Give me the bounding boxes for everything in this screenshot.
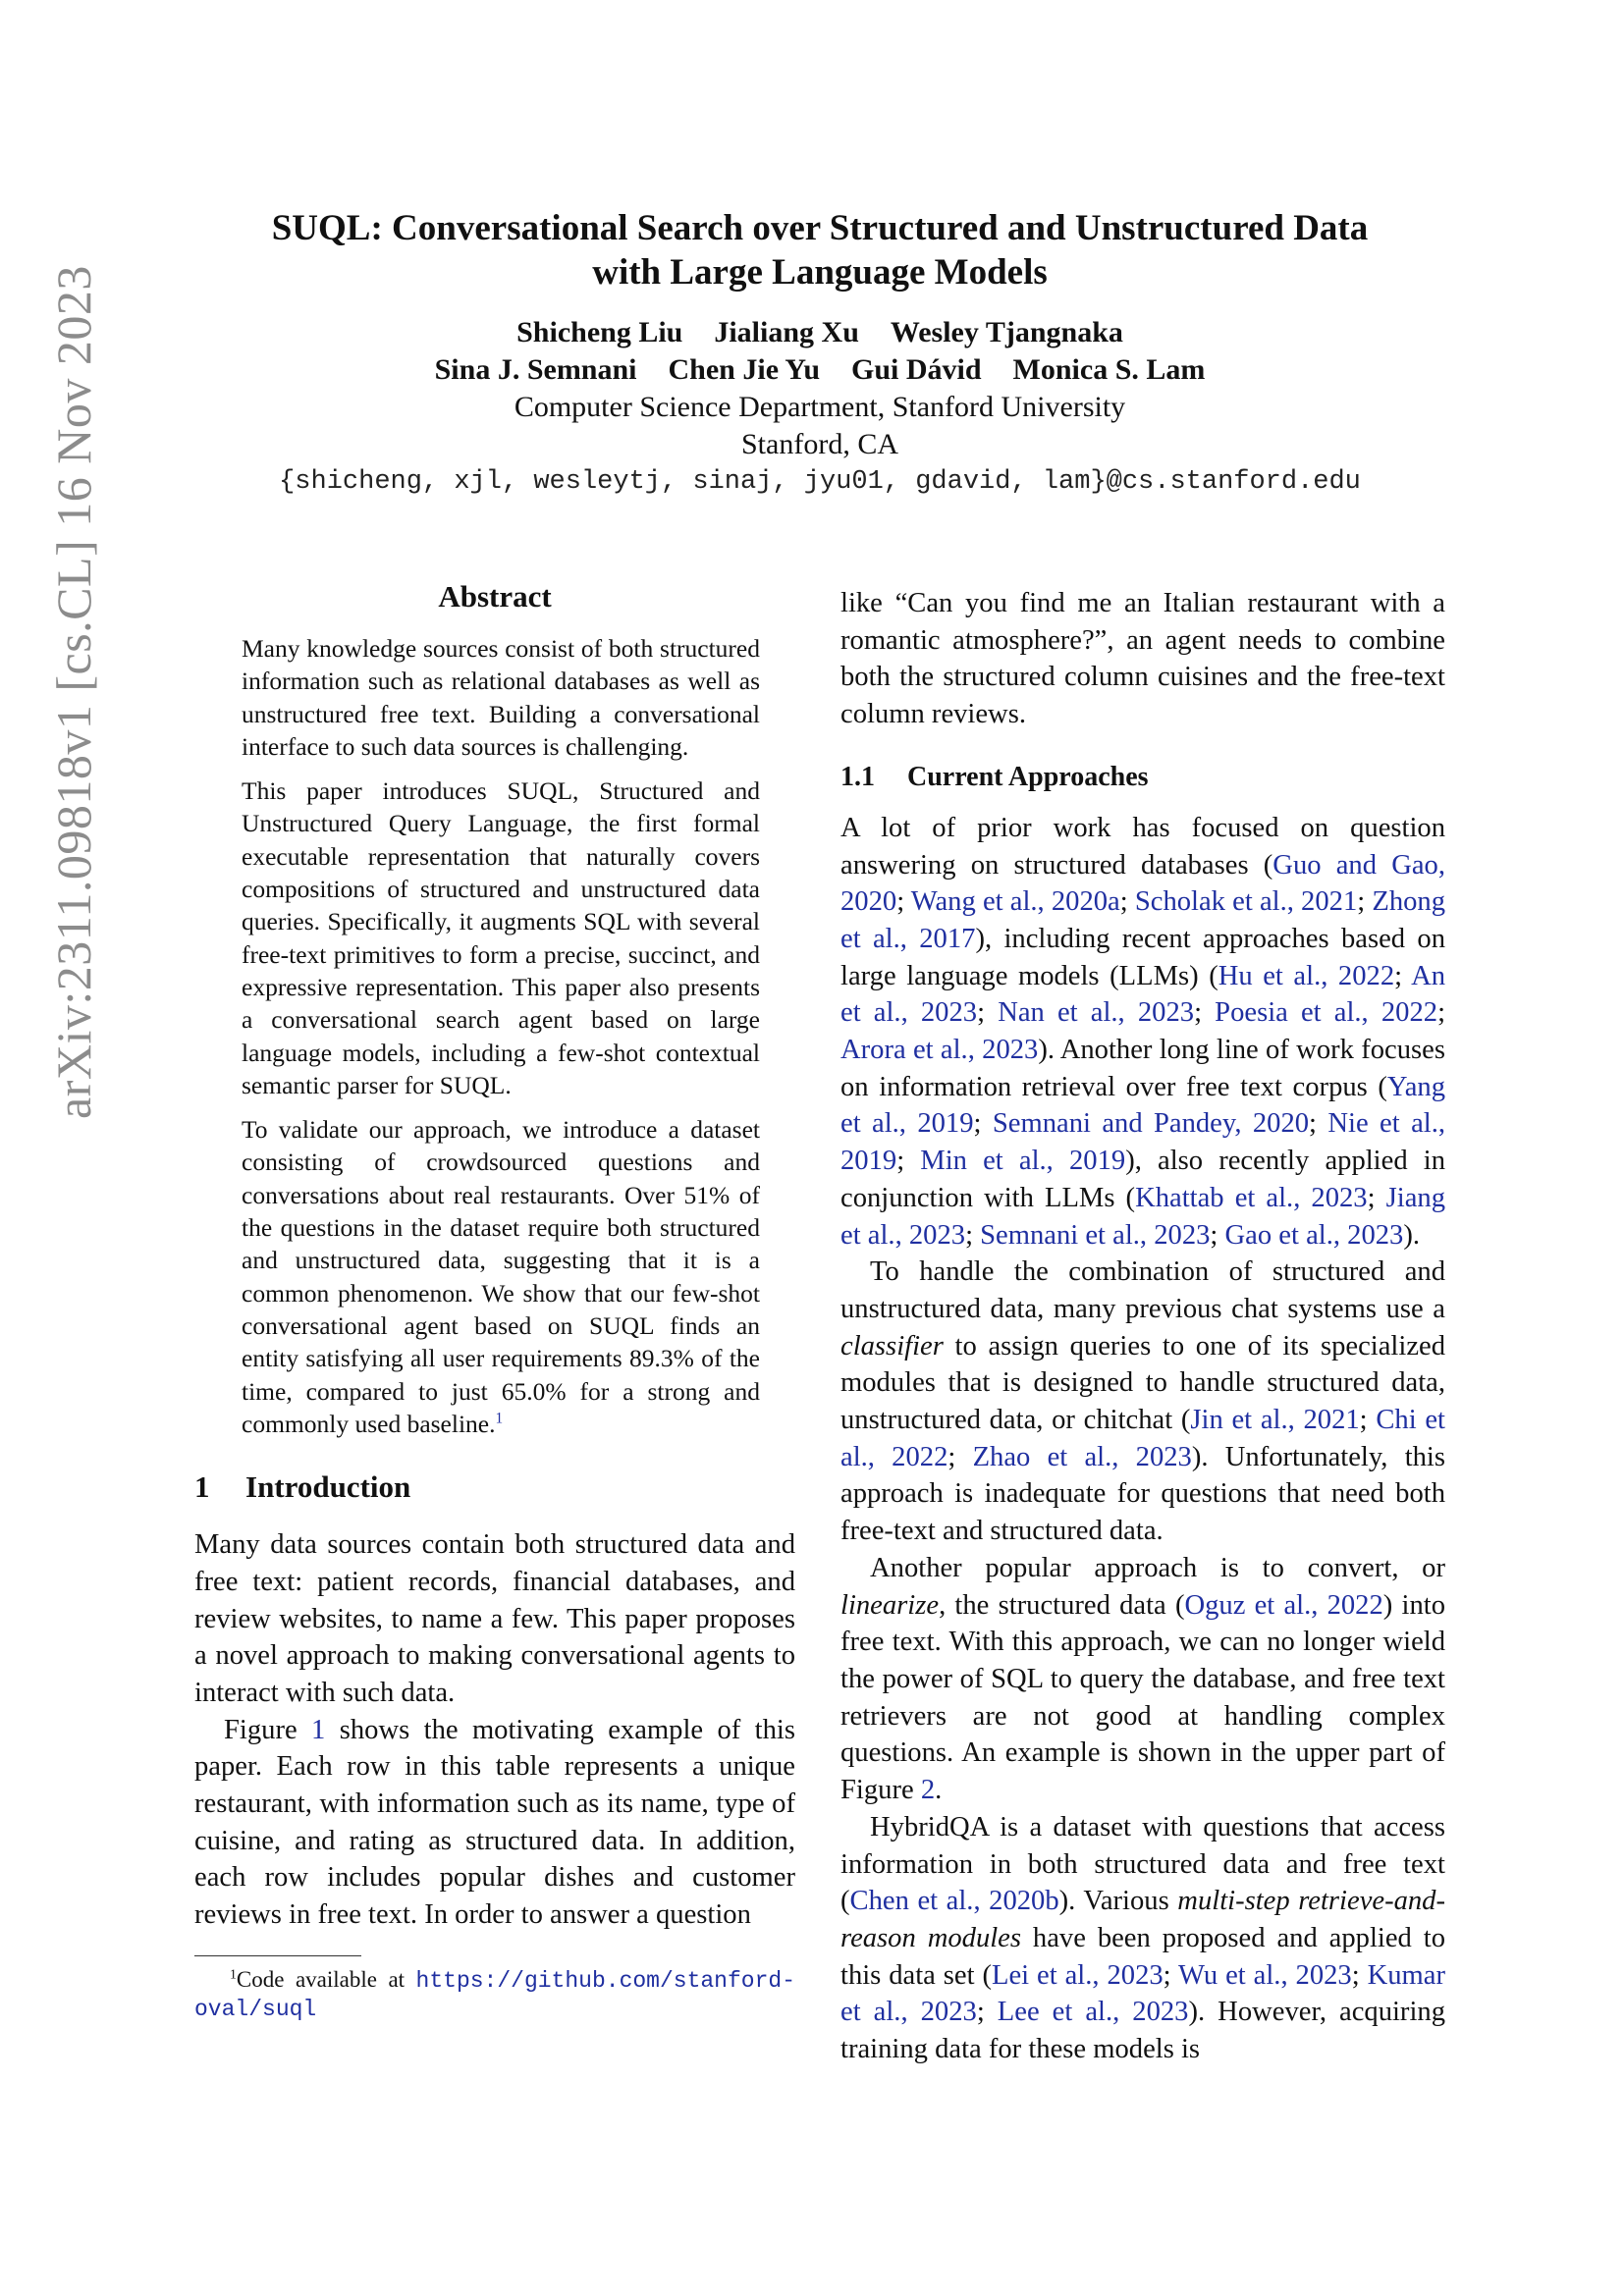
citation-link[interactable]: Hu et al., 2022 (1218, 960, 1395, 991)
repository-link[interactable]: https://github.com/stanford-oval/suql (194, 1967, 795, 2022)
text-run: . (935, 1775, 943, 1806)
arxiv-identifier-stamp: arXiv:2311.09818v1 [cs.CL] 16 Nov 2023 (46, 265, 101, 1119)
text-run: ; (1367, 1182, 1386, 1213)
author-name: Wesley Tjangnaka (890, 316, 1123, 348)
footnote-divider (194, 1955, 361, 1956)
text-run: Another popular approach is to convert, or (870, 1552, 1445, 1583)
citation-link[interactable]: Oguz et al., 2022 (1184, 1589, 1383, 1621)
text-run: ). Various (1058, 1886, 1178, 1917)
citation-link[interactable]: Kumar et al., 2023 (840, 1959, 1445, 2028)
citation-link[interactable]: Guo and Gao, 2020 (840, 849, 1445, 918)
citation-link[interactable]: Khattab et al., 2023 (1135, 1182, 1368, 1213)
citation-link[interactable]: Semnani et al., 2023 (980, 1219, 1211, 1251)
text-run: Figure (224, 1714, 312, 1745)
author-name: Chen Jie Yu (668, 353, 820, 386)
citation-link[interactable]: Chen et al., 2020b (849, 1886, 1059, 1917)
citation-link[interactable]: Nan et al., 2023 (998, 997, 1195, 1029)
text-run: ; (1359, 1405, 1377, 1436)
citation-link[interactable]: Semnani and Pandey, 2020 (992, 1108, 1310, 1140)
citation-link[interactable]: Lei et al., 2023 (992, 1959, 1164, 1991)
text-run: ; (896, 1146, 921, 1177)
citation-link[interactable]: Wu et al., 2023 (1178, 1959, 1352, 1991)
citation-link[interactable]: Chi et al., 2022 (840, 1405, 1446, 1472)
author-row-2 (147, 351, 1492, 389)
text-run: ; (947, 1441, 973, 1472)
citation-link[interactable]: 2 (920, 1775, 936, 1806)
citation-link[interactable]: An et al., 2023 (840, 960, 1446, 1029)
text-run: ; (976, 1997, 998, 2028)
author-name: Shicheng Liu (516, 316, 683, 348)
body-paragraph (840, 1550, 1445, 1809)
text-run: ; (1119, 886, 1135, 918)
text-run: ; (973, 1108, 993, 1140)
abstract-body (194, 632, 795, 1440)
text-run: ; (977, 997, 999, 1029)
citation-link[interactable]: Wang et al., 2020a (910, 886, 1120, 918)
abstract-heading: Abstract (438, 579, 552, 614)
subsection-number: 1.1 (840, 761, 875, 792)
text-run: ; (1163, 1959, 1179, 1991)
citation-link[interactable]: Zhong et al., 2017 (840, 886, 1446, 954)
citation-link[interactable]: Nie et al., 2019 (840, 1108, 1446, 1177)
citation-link[interactable]: Zhao et al., 2023 (972, 1441, 1192, 1472)
abstract-text: To validate our approach, we introduce a dataset consisting of crowdsourced questions and conversations about real restaurants. Over 51% of the questions in the dataset require both structured and unstructured data, suggesting that it is a common phenomenon. We show that our few-shot conversational agent based on SUQL finds an entity satisfying all user requirements 89.3% of the time, compared to just 65.0% for a strong and commonly used baseline. (242, 1115, 760, 1438)
citation-link[interactable]: Jiang et al., 2023 (840, 1182, 1445, 1251)
body-paragraph (840, 1809, 1445, 2068)
text-run: ) into free text. With this approach, we can no longer wield the power of SQL to query the database, and free text retrievers are not good at handling complex questions. An example is shown in the upper part of Figure (840, 1589, 1445, 1806)
section-number: 1 (194, 1469, 210, 1505)
footnote-marker[interactable]: 1 (495, 1410, 504, 1427)
text-run: ). Another long line of work focuses on information retrieval over free text corpus ( (840, 1035, 1445, 1102)
subsection-title: Current Approaches (907, 761, 1149, 792)
text-run: ). However, acquiring training data for these models is (840, 1997, 1445, 2065)
text-run: ). Unfortunately, this approach is inadequate for questions that need both free-text and structured data. (840, 1441, 1446, 1547)
section-title: Introduction (245, 1469, 411, 1505)
author-name: Jialiang Xu (714, 316, 859, 348)
citation-link[interactable]: Poesia et al., 2022 (1215, 997, 1438, 1029)
citation-link[interactable]: Scholak et al., 2021 (1134, 886, 1358, 918)
text-run: ; (1309, 1108, 1328, 1140)
body-paragraph: Many data sources contain both structured data and free text: patient records, financial databases, and review websites, to name a few. This paper proposes a novel approach to making conversational agents to interact with such data. (194, 1529, 795, 1708)
author-name: Gui Dávid (851, 353, 982, 386)
citation-link[interactable]: Min et al., 2019 (920, 1146, 1126, 1177)
footnote-text: Code available at (236, 1966, 416, 1992)
citation-link[interactable]: Jin et al., 2021 (1190, 1405, 1360, 1436)
figure-reference-link[interactable]: 1 (311, 1714, 326, 1745)
text-run: A lot of prior work has focused on question answering on structured databases ( (840, 812, 1445, 881)
text-run: have been proposed and applied to this data set ( (840, 1922, 1445, 1991)
abstract-paragraph: Many knowledge sources consist of both structured information such as relational databases as well as unstructured free text. Building a conversational interface to such data sources is challenging. (242, 634, 760, 761)
title-block (147, 206, 1492, 501)
affiliation: Computer Science Department, Stanford University (514, 391, 1126, 423)
text-run: ; (1357, 886, 1373, 918)
location: Stanford, CA (741, 428, 898, 460)
text-run: , the structured data ( (939, 1589, 1185, 1621)
text-run: To handle the combination of structured and unstructured data, many previous chat systems use a (840, 1256, 1445, 1324)
text-run: ; (1351, 1959, 1368, 1991)
author-emails: {shicheng, xjl, wesleytj, sinaj, jyu01, gdavid, lam}@cs.stanford.edu (279, 467, 1361, 497)
citation-link[interactable]: Gao et al., 2023 (1224, 1219, 1404, 1251)
body-paragraph (194, 1712, 795, 1934)
citation-link[interactable]: Yang et al., 2019 (840, 1071, 1445, 1140)
paper-title-line-1: SUQL: Conversational Search over Structured and Unstructured Data (271, 208, 1369, 248)
text-run: ), including recent approaches based on large language models (LLMs) ( (840, 923, 1445, 991)
citation-link[interactable]: Lee et al., 2023 (997, 1997, 1189, 2028)
text-run: ). (1403, 1219, 1421, 1251)
author-name: Monica S. Lam (1012, 353, 1206, 386)
text-run: to assign queries to one of its specialized modules that is designed to handle structured data, unstructured data, or chitchat ( (840, 1330, 1445, 1436)
emphasized-text: multi-step retrieve-and-reason modules (840, 1886, 1446, 1953)
abstract-paragraph (242, 1113, 760, 1440)
footnote-number: 1 (230, 1966, 237, 1982)
body-paragraph (840, 1254, 1445, 1550)
text-run: ; (896, 886, 911, 918)
text-run: ; (1210, 1219, 1225, 1251)
emphasized-text: classifier (840, 1330, 944, 1362)
subsection-heading (840, 759, 1445, 796)
paper-title-line-2: with Large Language Models (592, 252, 1048, 293)
author-name: Sina J. Semnani (434, 353, 637, 386)
emphasized-text: linearize (840, 1589, 940, 1621)
citation-link[interactable]: Arora et al., 2023 (840, 1035, 1039, 1066)
right-column (840, 585, 1445, 2068)
left-column (194, 577, 795, 2023)
text-run: shows the motivating example of this paper. Each row in this table represents a unique restaurant, with information such as its name, type of cuisine, and rating as structured data. In addition, each row includes popular dishes and customer reviews in free text. In order to answer a question (194, 1714, 795, 1931)
author-row-1 (147, 314, 1492, 351)
section-heading (194, 1468, 795, 1507)
footnote (194, 1966, 795, 2023)
body-paragraph-continued: like “Can you find me an Italian restaurant with a romantic atmosphere?”, an agent needs to combine both the structured column cuisines and the free-text column reviews. (840, 588, 1445, 730)
text-run: ; (1394, 960, 1412, 991)
text-run: ; (1437, 997, 1446, 1029)
text-run: ; (1194, 997, 1216, 1029)
text-run: ), also recently applied in conjunction with LLMs ( (840, 1146, 1446, 1213)
text-run: ; (965, 1219, 981, 1251)
text-run: HybridQA is a dataset with questions that access information in both structured data and free text ( (840, 1811, 1445, 1917)
abstract-paragraph: This paper introduces SUQL, Structured and Unstructured Query Language, the first formal executable representation that naturally covers compositions of structured and unstructured data queries. Specifically, it augments SQL with several free-text primitives to form a precise, succinct, and expressive representation. This paper also presents a conversational search agent based on large language models, including a few-shot contextual semantic parser for SUQL. (242, 776, 760, 1099)
body-paragraph (840, 810, 1445, 1254)
